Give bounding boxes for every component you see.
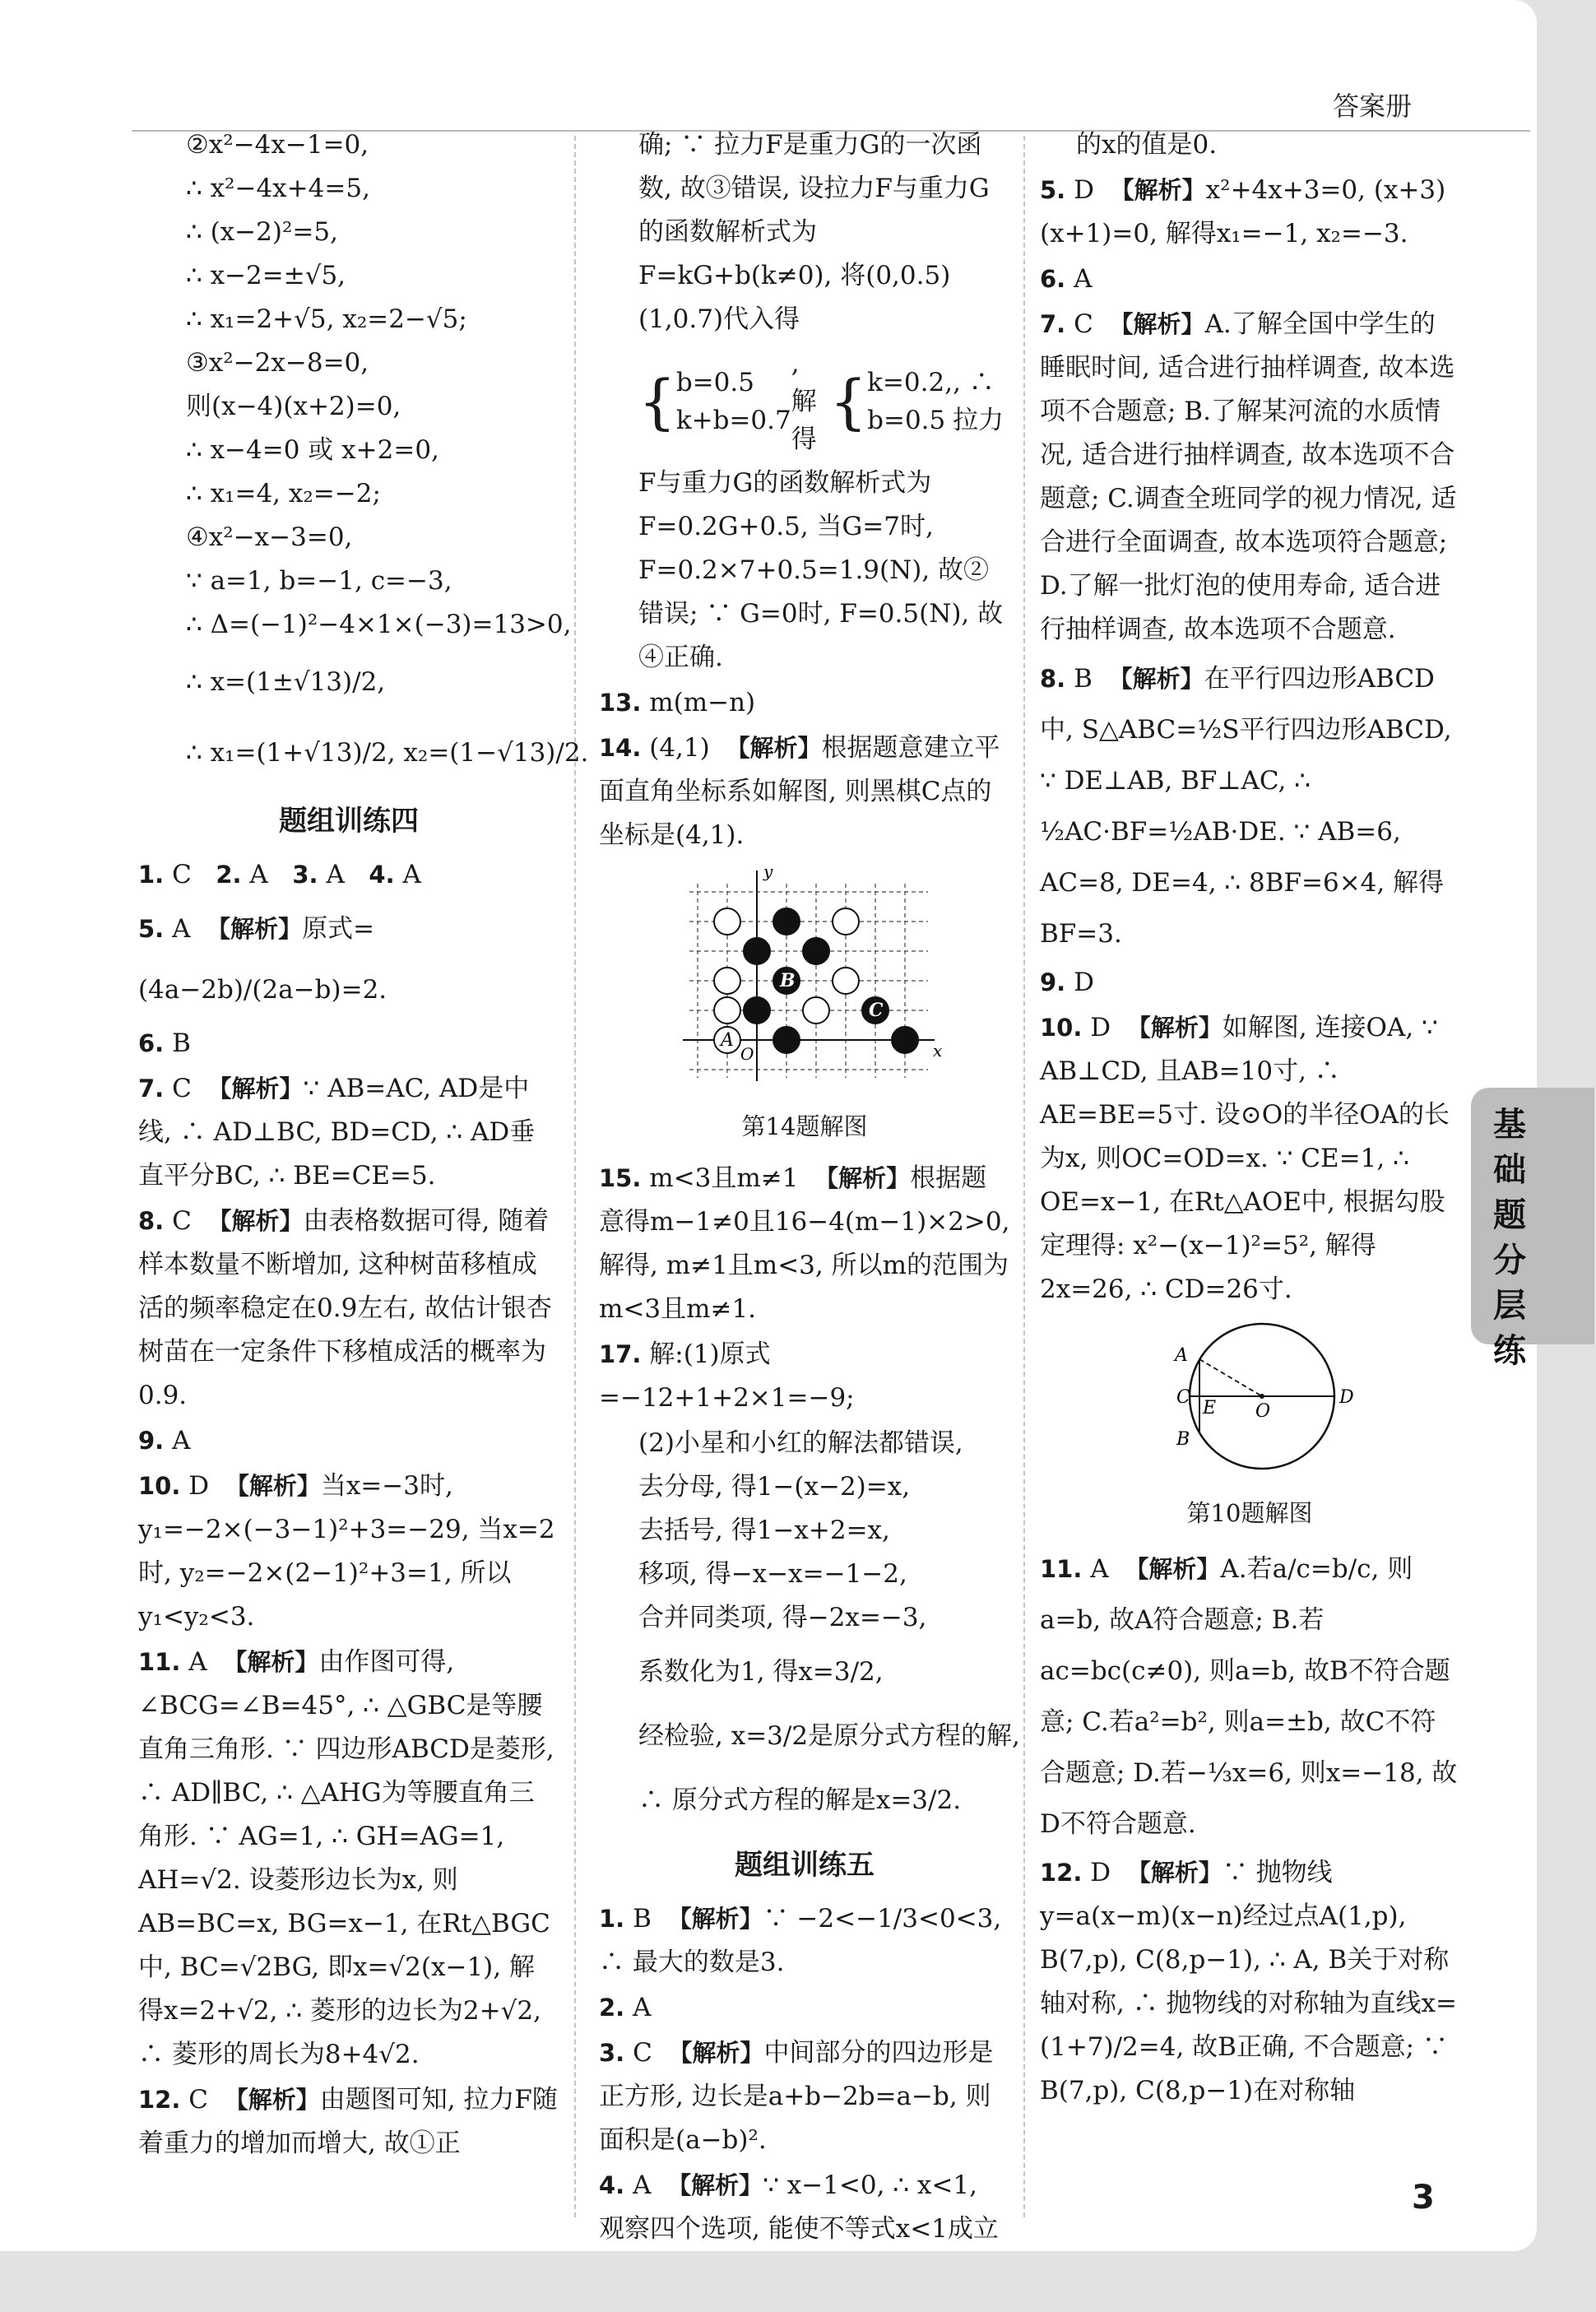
line: ∴ x²−4x+4=5, xyxy=(186,174,370,203)
line: ∴ x₁=(1+√13)/2, x₂=(1−√13)/2. xyxy=(186,738,589,768)
answer-item: 12. D 【解析】∵ 抛物线y=a(x−m)(x−n)经过点A(1,p), B(7,p), C(8,p−1), ∴ A, B关于对称轴对称, ∴ 抛物线的对称轴为直线x=(1+7)/2=4, 故B正确, 不合题意; ∵ B(7,p), C(8,p−1)在对称轴 xyxy=(1040,1858,1458,2105)
answer-item: 8. C 【解析】由表格数据可得, 随着样本数量不断增加, 这种树苗移植成活的频率稳定在0.9左右, 故估计银杏树苗在一定条件下移植成活的概率为0.9. xyxy=(138,1206,553,1410)
line: ∴ Δ=(−1)²−4×1×(−3)=13>0, xyxy=(186,610,572,639)
figure-caption: 第10题解图 xyxy=(1186,1499,1313,1527)
line: 系数化为1, 得x=3/2, xyxy=(638,1657,884,1687)
point-label-e: E xyxy=(1203,1398,1217,1418)
answer-item: 5. A 【解析】原式=(4a−2b)/(2a−b)=2. xyxy=(138,914,387,1005)
solution-line: b=0.5 xyxy=(867,406,946,435)
answer-item: 7. C 【解析】∵ AB=AC, AD是中线, ∴ AD⊥BC, BD=CD, ∴ AD垂直平分BC, ∴ BE=CE=5. xyxy=(138,1074,536,1191)
line: ∴ x−2=±√5, xyxy=(186,261,346,290)
figure-caption: 第14题解图 xyxy=(741,1112,868,1140)
continuation-text: 的x的值是0. xyxy=(1076,130,1218,160)
answer-item: 1. B 【解析】∵ −2<−1/3<0<3, ∴ 最大的数是3. xyxy=(599,1904,1002,1977)
stone-label-a: A xyxy=(721,1030,734,1051)
line: (2)小星和小红的解法都错误, xyxy=(638,1428,963,1458)
line: 去括号, 得1−x+2=x, xyxy=(638,1516,890,1545)
system-line: k+b=0.7 xyxy=(675,406,791,435)
line: ②x²−4x−1=0, xyxy=(186,130,369,160)
answer-item: 9. A xyxy=(138,1426,191,1455)
line: ∴ (x−2)²=5, xyxy=(186,217,338,247)
point-label-a: A xyxy=(1175,1345,1188,1366)
line: 则(x−4)(x+2)=0, xyxy=(186,392,401,421)
answer-item: 3. C 【解析】中间部分的四边形是正方形, 边长是a+b−2b=a−b, 则面积是(a−b)². xyxy=(599,2038,994,2155)
equation-system: { b=0.5 k+b=0.7 , 解得 { k=0.2, b=0.5 , ∴ 拉力 xyxy=(599,345,1010,458)
line: ∴ x=(1±√13)/2, xyxy=(186,667,386,697)
axis-label-y: y xyxy=(763,866,773,881)
answer-item: 12. C 【解析】由题图可知, 拉力F随着重力的增加而增大, 故①正 xyxy=(138,2085,558,2158)
line: ∵ a=1, b=−1, c=−3, xyxy=(186,566,452,596)
go-board-diagram xyxy=(673,866,944,1088)
point-label-o: O xyxy=(1255,1401,1271,1422)
radius-oa xyxy=(1199,1359,1262,1396)
origin-label: O xyxy=(740,1044,754,1064)
column-divider xyxy=(574,136,576,2217)
side-tab-label: 基础题分层练 xyxy=(1493,1106,1526,1370)
section-title: 题组训练四 xyxy=(279,805,419,838)
line: ③x²−2x−8=0, xyxy=(186,348,369,378)
solution-line: k=0.2, xyxy=(867,368,953,397)
line: ④x²−x−3=0, xyxy=(186,522,353,552)
line: 去分母, 得1−(x−2)=x, xyxy=(638,1472,911,1502)
answer-item: 10. D 【解析】当x=−3时, y₁=−2×(−3−1)²+3=−29, 当x=2时, y₂=−2×(2−1)²+3=1, 所以y₁<y₂<3. xyxy=(138,1471,555,1632)
point-label-c: C xyxy=(1176,1387,1190,1408)
system-line: b=0.5 xyxy=(675,368,754,397)
answer-item: 11. A 【解析】由作图可得, ∠BCG=∠B=45°, ∴ △GBC是等腰直角三角形. ∵ 四边形ABCD是菱形, ∴ AD∥BC, ∴ △AHG为等腰直角三角形. ∵ AG=1, ∴ GH=AG=1, AH=√2. 设菱形边长为x, 则AB=BC=x, BG=x−1, 在Rt△BGC中, BC=√2BG, 即x=√2(x−1), 解得x=2+√2, ∴ 菱形的边长为2+√2, ∴ 菱形的周长为8+4√2. xyxy=(138,1647,554,2069)
answer-item: 14. (4,1) 【解析】根据题意建立平面直角坐标系如解图, 则黑棋C点的坐标是(4,1). xyxy=(599,733,1000,850)
page-number: 3 xyxy=(1412,2179,1435,2217)
continuation-text: 确; ∵ 拉力F是重力G的一次函数, 故③错误, 设拉力F与重力G的函数解析式为F=kG+b(k≠0), 将(0,0.5)(1,0.7)代入得 xyxy=(638,130,990,334)
answer-item: 9. D xyxy=(1040,968,1094,997)
figure-10 xyxy=(1040,1318,1459,1488)
column-1 xyxy=(138,123,589,2167)
column-3 xyxy=(1040,123,1459,2115)
answer-item: 15. m<3且m≠1 【解析】根据题意得m−1≠0且16−4(m−1)×2>0, 解得, m≠1且m<3, 所以m的范围为m<3且m≠1. xyxy=(599,1163,1010,1324)
answer-item: 17. 解:(1)原式=−12+1+2×1=−9; xyxy=(599,1339,855,1413)
solve-word: , 解得 xyxy=(791,349,817,454)
figure-14 xyxy=(599,866,1010,1102)
continuation-text: F与重力G的函数解析式为F=0.2G+0.5, 当G=7时, F=0.2×7+0.5=1.9(N), 故②错误; ∵ G=0时, F=0.5(N), 故④正确. xyxy=(638,468,1004,672)
answer-item: 1. C 2. A 3. A 4. A xyxy=(138,860,421,889)
answer-item: 6. A xyxy=(1040,264,1093,294)
answer-item: 13. m(m−n) xyxy=(599,688,756,717)
section-title: 题组训练五 xyxy=(735,1849,875,1882)
answer-item: 6. B xyxy=(138,1028,191,1058)
column-2 xyxy=(599,123,1020,2253)
answer-item: 8. B 【解析】在平行四边形ABCD中, S△ABC=½S平行四边形ABCD, ∵ DE⊥AB, BF⊥AC, ∴ ½AC·BF=½AB·DE. ∵ AB=6, AC=8, DE=4, ∴ 8BF=6×4, 解得BF=3. xyxy=(1040,664,1452,949)
line: ∴ x₁=4, x₂=−2; xyxy=(186,479,381,508)
column-divider xyxy=(1023,136,1025,2217)
point-label-d: D xyxy=(1339,1387,1354,1408)
stone-label-c: C xyxy=(869,1000,884,1021)
line: 移项, 得−x−x=−1−2, xyxy=(638,1559,907,1589)
stone-label-b: B xyxy=(780,970,796,991)
answer-item: 7. C 【解析】A.了解全国中学生的睡眠时间, 适合进行抽样调查, 故本选项不合题意; B.了解某河流的水质情况, 适合进行抽样调查, 故本选项不合题意; C.调查全班同学的视力情况, 适合进行全面调查, 故本选项符合题意; D.了解一批灯泡的使用寿命, 适合进行抽样调查, 故本选项不合题意. xyxy=(1040,309,1457,644)
solve-tail: , ∴ 拉力 xyxy=(953,368,1004,435)
line: ∴ 原分式方程的解是x=3/2. xyxy=(638,1785,962,1815)
solution-17 xyxy=(599,1422,1020,1832)
answer-item: 10. D 【解析】如解图, 连接OA, ∵ AB⊥CD, 且AB=10寸, ∴ AE=BE=5寸. 设⊙O的半径OA的长为x, 则OC=OD=x. ∵ CE=1, ∴ OE=x−1, 在Rt△AOE中, 根据勾股定理得: x²−(x−1)²=5², 解得2x=26, ∴ CD=26寸. xyxy=(1040,1013,1450,1304)
axis-label-x: x xyxy=(933,1041,943,1061)
line: 经检验, x=3/2是原分式方程的解, xyxy=(638,1721,1020,1751)
answer-item: 5. D 【解析】x²+4x+3=0, (x+3)(x+1)=0, 解得x₁=−1, x₂=−3. xyxy=(1040,175,1446,248)
answer-item: 2. A xyxy=(599,1993,652,2022)
answer-item: 4. A 【解析】∵ x−1<0, ∴ x<1, 观察四个选项, 能使不等式x<1成立 xyxy=(599,2170,999,2244)
point-label-b: B xyxy=(1176,1429,1190,1450)
circle-diagram xyxy=(1163,1318,1361,1474)
answer-item: 11. A 【解析】A.若a/c=b/c, 则a=b, 故A符合题意; B.若ac=bc(c≠0), 则a=b, 故B不符合题意; C.若a²=b², 则a=±b, 故C不符合题意; D.若−⅓x=6, 则x=−18, 故D不符合题意. xyxy=(1040,1554,1458,1839)
header-title: 答案册 xyxy=(1333,91,1413,122)
line: 合并同类项, 得−2x=−3, xyxy=(638,1603,927,1632)
line: ∴ x₁=2+√5, x₂=2−√5; xyxy=(186,304,467,334)
line: ∴ x−4=0 或 x+2=0, xyxy=(186,435,439,465)
c1-equations xyxy=(138,123,589,788)
